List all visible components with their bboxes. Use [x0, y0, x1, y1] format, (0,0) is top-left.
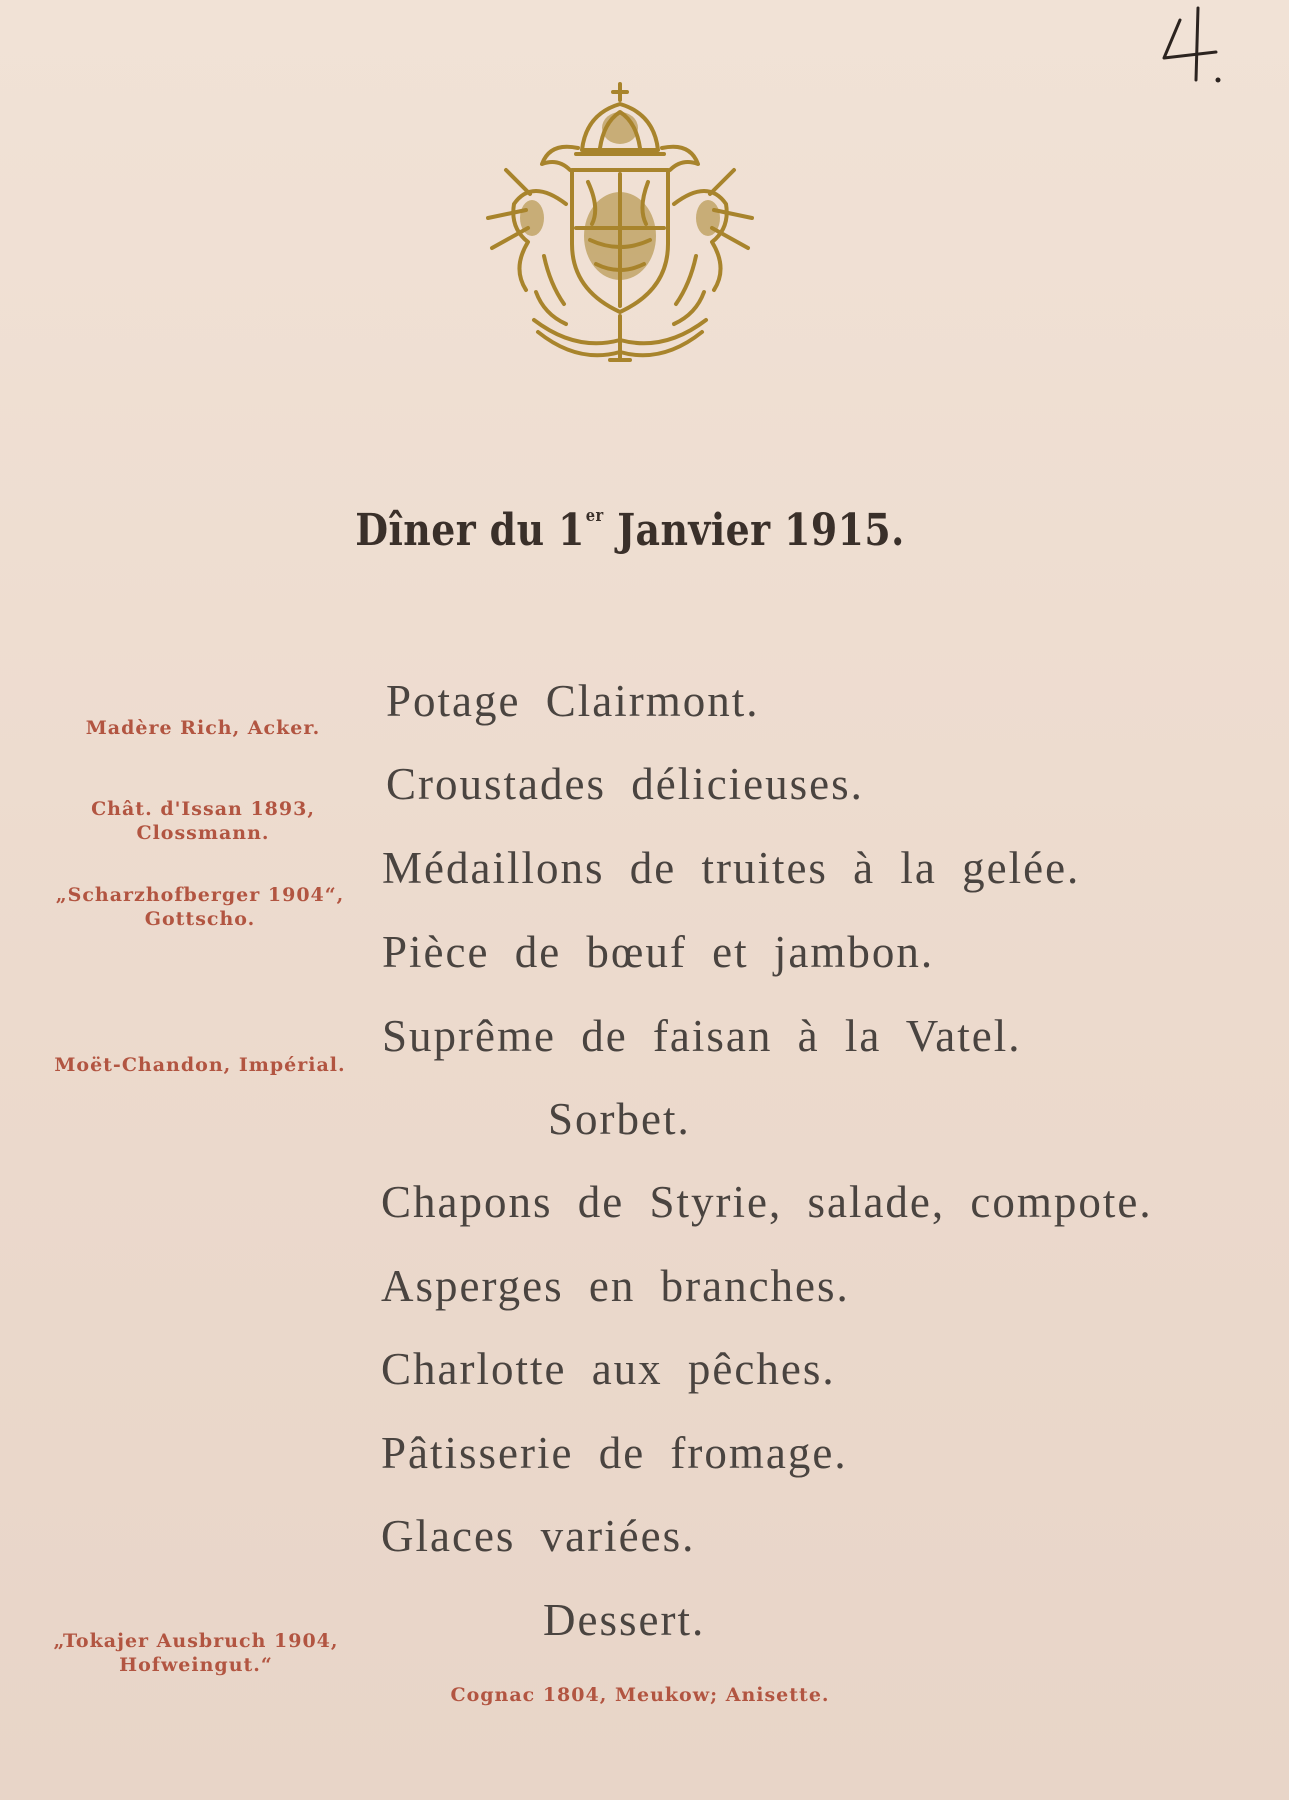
digestif-pairing: Cognac 1804, Meukow; Anisette. — [450, 1684, 830, 1706]
wine-pairing — [58, 716, 348, 740]
wine-line: Chât. d'Issan 1893, — [91, 798, 315, 820]
wine-line: Gottscho. — [144, 908, 256, 930]
title-prefix: Dîner du 1 — [355, 505, 585, 556]
royal-coat-of-arms-icon — [470, 78, 770, 378]
title-suffix: Janvier 1915. — [603, 505, 905, 556]
wine-pairing — [58, 797, 348, 845]
wine-pairing — [30, 883, 370, 931]
menu-course: Charlotte aux pêches. — [381, 1344, 836, 1394]
menu-course: Chapons de Styrie, salade, compote. — [381, 1177, 1153, 1227]
menu-course: Pâtisserie de fromage. — [381, 1428, 848, 1478]
wine-line: Clossmann. — [136, 822, 270, 844]
wine-line: Hofweingut.“ — [119, 1654, 273, 1676]
wine-line: Moët-Chandon, Impérial. — [54, 1054, 346, 1076]
menu-course: Sorbet. — [548, 1094, 691, 1144]
page-number — [1150, 0, 1260, 110]
wine-pairing — [26, 1629, 366, 1677]
menu-course: Pièce de bœuf et jambon. — [382, 927, 935, 977]
wine-pairing — [30, 1053, 370, 1077]
wine-line: „Tokajer Ausbruch 1904, — [53, 1630, 339, 1652]
page-title — [88, 505, 1172, 556]
menu-course: Asperges en branches. — [381, 1261, 850, 1311]
wine-line: „Scharzhofberger 1904“, — [55, 884, 345, 906]
menu-course: Suprême de faisan à la Vatel. — [382, 1011, 1022, 1061]
menu-course: Glaces variées. — [381, 1511, 696, 1561]
menu-course: Potage Clairmont. — [386, 676, 760, 726]
menu-course: Croustades délicieuses. — [386, 759, 864, 809]
menu-course: Médaillons de truites à la gelée. — [382, 843, 1081, 893]
menu-course: Dessert. — [543, 1595, 706, 1645]
wine-line: Madère Rich, Acker. — [85, 717, 321, 739]
title-superscript: er — [585, 506, 604, 526]
